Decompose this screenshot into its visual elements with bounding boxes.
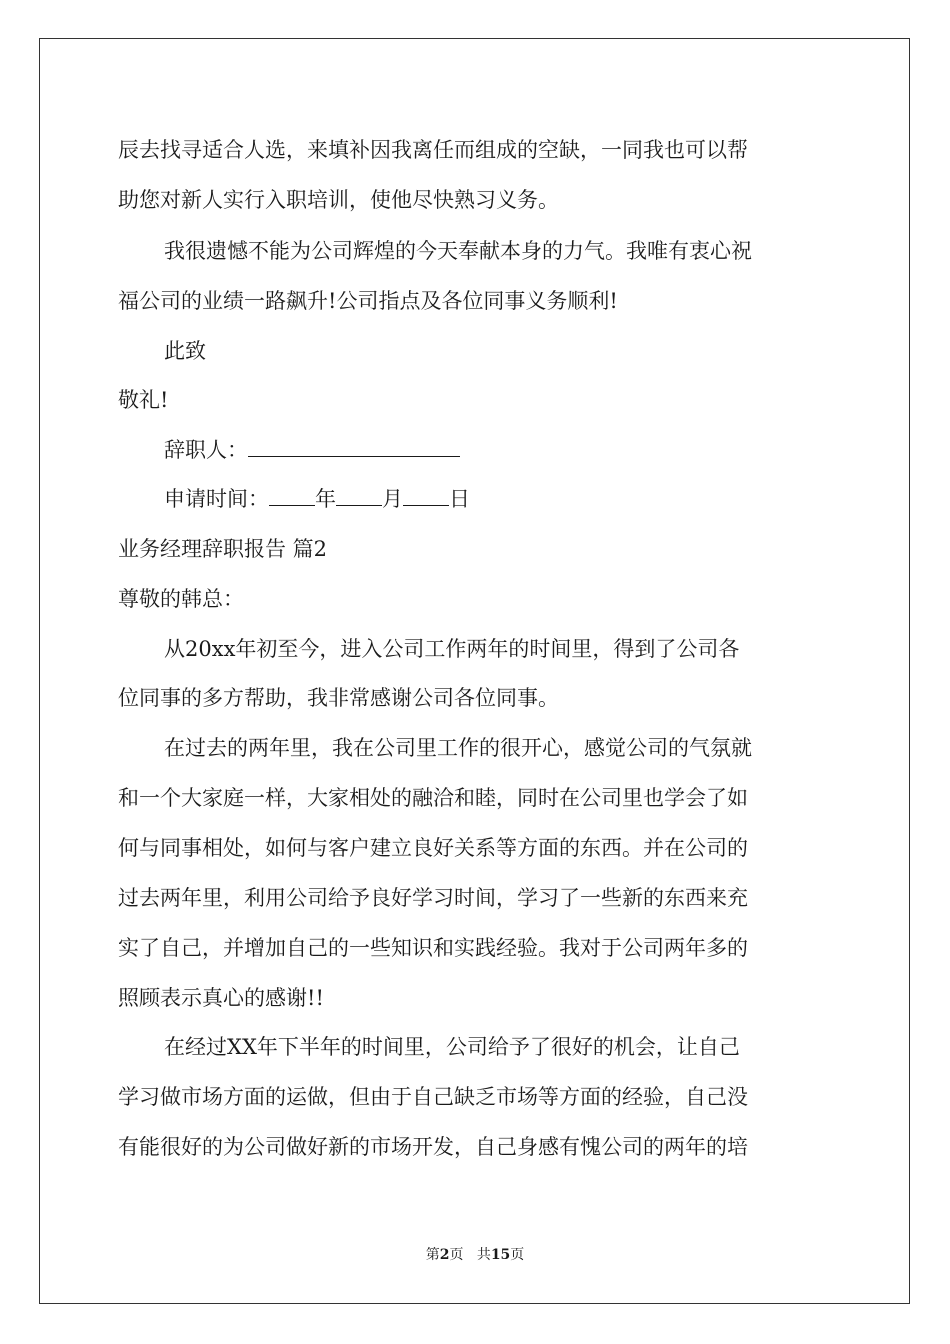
year-label: 年 (315, 487, 336, 511)
date-field (164, 485, 470, 513)
footer-total-number: 15 (490, 1247, 511, 1263)
year-blank (269, 485, 315, 506)
text-line: 从20xx年初至今，进入公司工作两年的时间里，得到了公司各 (164, 637, 740, 661)
month-label: 月 (382, 487, 403, 511)
page-footer (0, 1246, 950, 1264)
resigner-label: 辞职人： (164, 438, 248, 462)
footer-total-suffix: 页 (510, 1247, 525, 1263)
footer-page-number: 2 (439, 1247, 450, 1263)
text-line: 学习做市场方面的运做，但由于自己缺乏市场等方面的经验，自己没 (118, 1085, 748, 1109)
text-line: 过去两年里，利用公司给予良好学习时间，学习了一些新的东西来充 (118, 886, 748, 910)
day-blank (403, 485, 449, 506)
resigner-field (164, 436, 460, 464)
closing-line: 此致 (164, 339, 206, 363)
text-line: 和一个大家庭一样，大家相处的融洽和睦，同时在公司里也学会了如 (118, 786, 748, 810)
resigner-blank (248, 436, 460, 457)
text-line: 在过去的两年里，我在公司里工作的很开心，感觉公司的气氛就 (164, 736, 752, 760)
day-label: 日 (449, 487, 470, 511)
footer-page-prefix: 第 (425, 1247, 440, 1263)
text-line: 何与同事相处，如何与客户建立良好关系等方面的东西。并在公司的 (118, 836, 748, 860)
text-line: 在经过XX年下半年的时间里，公司给予了很好的机会，让自己 (164, 1035, 740, 1059)
date-label: 申请时间： (164, 487, 269, 511)
text-line: 有能很好的为公司做好新的市场开发，自己身感有愧公司的两年的培 (118, 1135, 748, 1159)
text-line: 位同事的多方帮助，我非常感谢公司各位同事。 (118, 686, 559, 710)
text-line: 照顾表示真心的感谢!! (118, 986, 324, 1010)
footer-page-suffix: 页 (449, 1247, 464, 1263)
salutation-line: 敬礼! (118, 388, 169, 412)
text-line: 我很遗憾不能为公司辉煌的今天奉献本身的力气。我唯有衷心祝 (164, 239, 752, 263)
text-line: 辰去找寻适合人选，来填补因我离任而组成的空缺，一同我也可以帮 (118, 138, 748, 162)
month-blank (336, 485, 382, 506)
page-border (39, 38, 910, 1304)
footer-total-prefix: 共 (476, 1247, 491, 1263)
text-line: 实了自己，并增加自己的一些知识和实践经验。我对于公司两年多的 (118, 936, 748, 960)
greeting-line: 尊敬的韩总： (118, 587, 244, 611)
text-line: 福公司的业绩一路飙升!公司指点及各位同事义务顺利! (118, 289, 618, 313)
text-line: 助您对新人实行入职培训，使他尽快熟习义务。 (118, 188, 559, 212)
section-heading: 业务经理辞职报告 篇2 (118, 537, 328, 561)
